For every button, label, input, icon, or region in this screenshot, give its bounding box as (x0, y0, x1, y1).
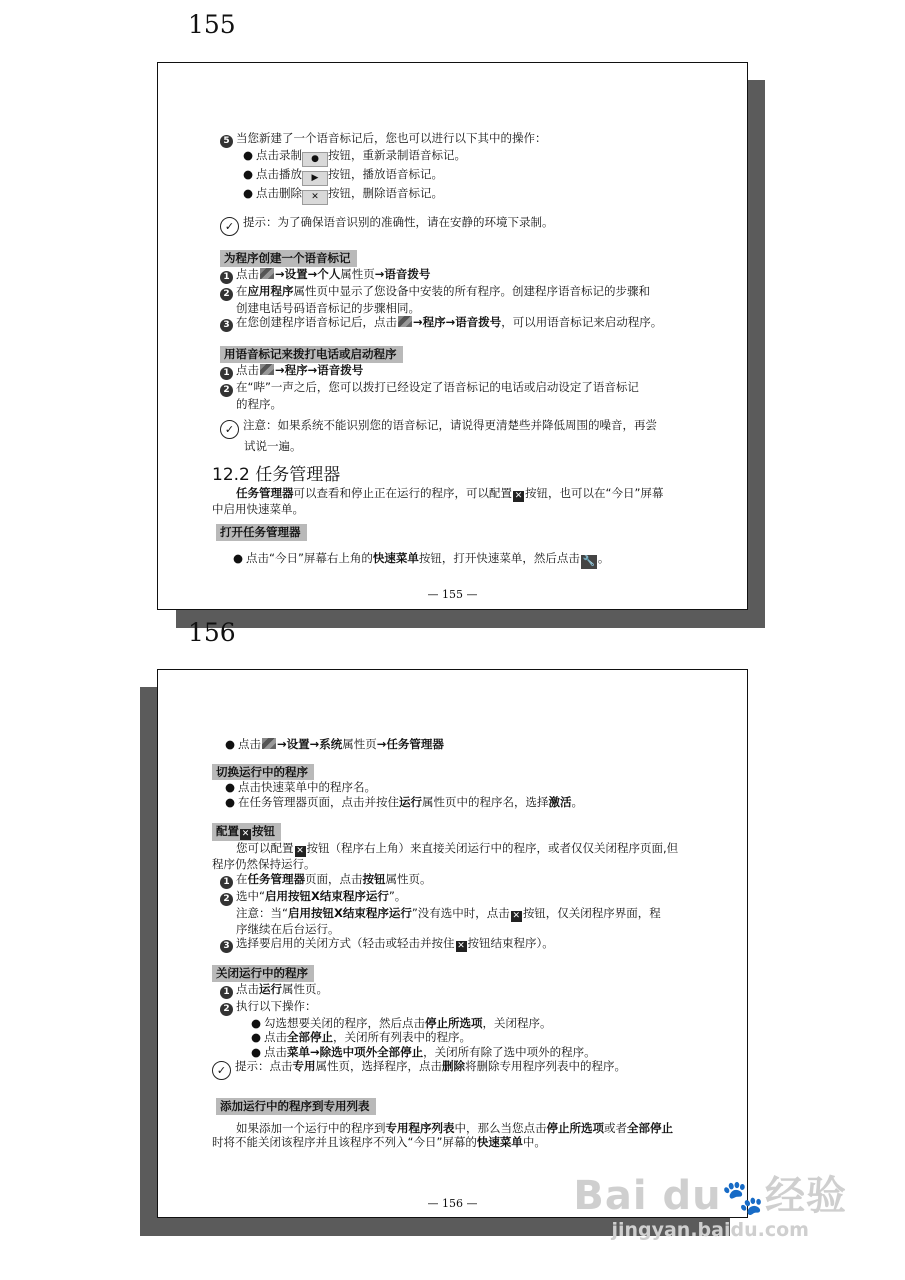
tip: ✓ 提示：为了确保语音识别的准确性，请在安静的环境下录制。 (220, 215, 720, 236)
start-menu-icon (260, 364, 274, 375)
note: ✓ 注意：如果系统不能识别您的语音标记，请说得更清楚些并降低周围的噪音，再尝 (220, 418, 720, 439)
play-button-icon: ▶ (302, 171, 328, 186)
step-1: 1 点击 →设置→个人属性页→语音拨号 (220, 267, 720, 284)
close-x-icon: ✕ (514, 490, 523, 501)
section-heading: 打开任务管理器 (216, 524, 307, 541)
section-heading: 用语音标记来拨打电话或启动程序 (220, 346, 403, 363)
checkmark-icon: ✓ (220, 420, 239, 439)
list-item: ● 在任务管理器页面，点击并按住运行属性页中的程序名，选择激活。 (224, 794, 583, 809)
page-155 (157, 62, 748, 610)
step-1: 1 点击 →程序→语音拨号 (220, 363, 720, 380)
list-item: ● 点击 →设置→系统属性页→任务管理器 (224, 737, 444, 751)
scan-page-number-bottom: 156 (188, 618, 236, 647)
note-cont: 试说一遍。 (244, 439, 302, 453)
paw-icon: 🐾 (721, 1178, 765, 1218)
start-menu-icon (398, 316, 412, 327)
section-heading: 添加运行中的程序到专用列表 (216, 1098, 376, 1115)
list-item: ● 点击全部停止，关闭所有列表中的程序。 (250, 1030, 471, 1044)
tip: ✓ 提示：点击专用属性页，选择程序，点击删除将删除专用程序列表中的程序。 (212, 1059, 732, 1080)
list-item: ● 点击菜单→除选中项外全部停止，关闭所有除了选中项外的程序。 (250, 1044, 596, 1059)
step-1: 1 在任务管理器页面，点击按钮属性页。 (212, 872, 732, 889)
close-x-icon: ✕ (241, 829, 250, 839)
step-2: 2 在应用程序属性页中显示了您设备中安装的所有程序。创建程序语音标记的步骤和 (220, 284, 720, 301)
page-footer: — 155 — (427, 588, 478, 601)
wrench-icon: 🔧 (582, 555, 596, 567)
step-2: 2 执行以下操作： (212, 999, 732, 1016)
section-heading: 为程序创建一个语音标记 (220, 250, 357, 267)
step-2: 2 选中“启用按钮X结束程序运行”。 (212, 889, 732, 906)
intro-paragraph: 任务管理器可以查看和停止正在运行的程序，可以配置 ✕ 按钮，也可以在“今日”屏幕 (236, 485, 664, 501)
close-x-icon: ✕ (296, 846, 304, 856)
checkmark-icon: ✓ (212, 1061, 231, 1080)
step-3: 3 在您创建程序语音标记后，点击 →程序→语音拨号，可以用语音标记来启动程序。 (220, 315, 720, 332)
page-footer: — 156 — (427, 1197, 478, 1210)
section-heading: 关闭运行中的程序 (212, 965, 314, 982)
paragraph: 如果添加一个运行中的程序到专用程序列表中，那么当您点击停止所选项或者全部停止 (236, 1120, 673, 1135)
baidu-jingyan-watermark: Bai du🐾经验 jingyan.baidu.com (573, 1173, 847, 1241)
close-x-icon: ✕ (457, 941, 465, 951)
list-item: ● 点击删除 ✕ 按钮，删除语音标记。 (220, 186, 720, 205)
step-1: 1 点击运行属性页。 (212, 982, 732, 999)
section-heading: 切换运行中的程序 (212, 764, 314, 781)
list-item: ● 点击录制 ● 按钮，重新录制语音标记。 (220, 148, 720, 167)
list-item: ● 点击播放 ▶ 按钮，播放语音标记。 (220, 167, 720, 186)
close-x-icon: ✕ (512, 910, 521, 921)
checkmark-icon: ✓ (220, 217, 239, 236)
delete-button-icon: ✕ (302, 190, 328, 205)
paragraph-cont: 程序仍然保持运行。 (212, 857, 316, 871)
paragraph-cont: 时将不能关闭该程序并且该程序不列入“今日”屏幕的快速菜单中。 (212, 1135, 546, 1149)
note-cont: 序继续在后台运行。 (236, 921, 340, 936)
paragraph: 您可以配置 ✕ 按钮（程序右上角）来直接关闭运行中的程序，或者仅仅关闭程序页面,但 (236, 841, 679, 856)
note: 注意：当“启用按钮X结束程序运行”没有选中时，点击 ✕ 按钮，仅关闭程序界面，程 (236, 905, 661, 921)
step-2: 2 在“哔”一声之后，您可以拨打已经设定了语音标记的电话或启动设定了语音标记 (220, 380, 720, 397)
start-menu-icon (262, 738, 276, 749)
scan-page-number-top: 155 (188, 10, 236, 39)
page-156 (157, 669, 748, 1218)
section-heading: 配置 ✕ 按钮 (212, 823, 281, 841)
intro-paragraph-cont: 中启用快速菜单。 (212, 501, 304, 516)
step-3: 3 选择要启用的关闭方式（轻击或轻击并按住 ✕ 按钮结束程序）。 (212, 936, 732, 953)
list-item: ● 点击“今日”屏幕右上角的快速菜单按钮，打开快速菜单，然后点击 🔧 。 (232, 550, 610, 567)
list-item: ● 点击快速菜单中的程序名。 (224, 780, 376, 794)
step-5: 5 当您新建了一个语音标记后，您也可以进行以下其中的操作： (220, 131, 720, 148)
step-2-cont: 的程序。 (236, 396, 282, 411)
section-title: 12.2 任务管理器 (212, 464, 341, 485)
step-2-cont: 创建电话号码语音标记的步骤相同。 (236, 300, 420, 315)
record-button-icon: ● (302, 152, 328, 167)
start-menu-icon (260, 268, 274, 279)
list-item: ● 勾选想要关闭的程序，然后点击停止所选项，关闭程序。 (250, 1015, 552, 1030)
